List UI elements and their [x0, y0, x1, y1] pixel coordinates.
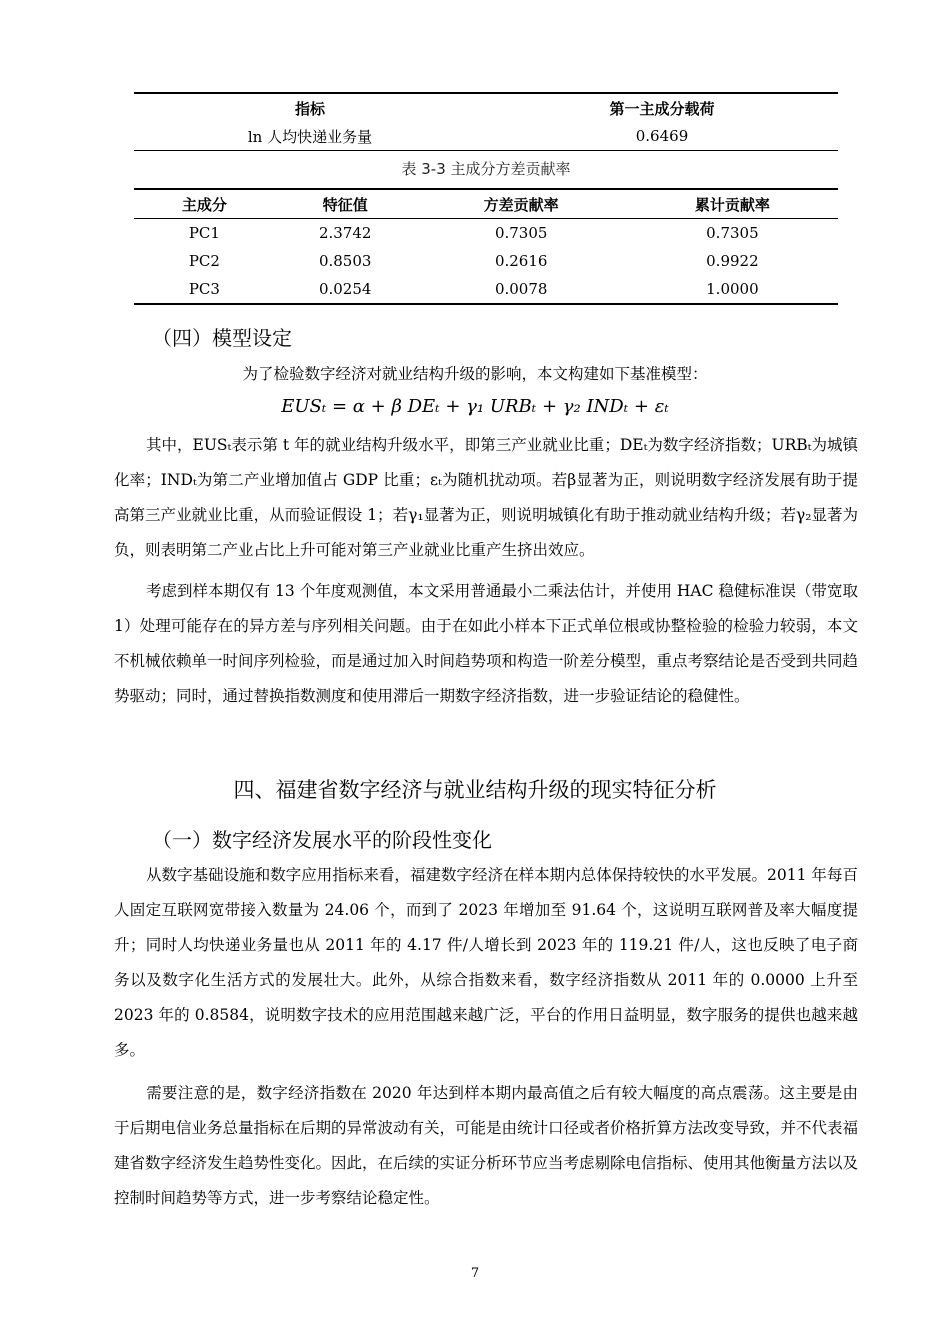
- paragraph-text: 其中，EUSₜ表示第 t 年的就业结构升级水平，即第三产业就业比重；DEₜ为数字经济指数；URBₜ为城镇化率；INDₜ为第二产业增加值占 GDP 比重；εₜ为随机扰动项。若β显著为正，则说明数字经济发展有助于提高第三产业就业比重，从而验证假设 1；若γ₁显著为正，则说明城镇化有助于推动就业结构升级；若γ₂显著为负，则表明第二产业占比上升可能对第三产业就业比重产生挤出效应。: [114, 436, 858, 559]
- table-cell: 1.0000: [706, 280, 759, 298]
- table-row: [134, 122, 838, 151]
- table-cell: PC3: [188, 280, 220, 298]
- table-cell: 0.7305: [706, 224, 759, 242]
- table-row: [134, 275, 838, 304]
- header-component: 主成分: [181, 195, 227, 214]
- table-row: [134, 219, 838, 248]
- table-cell: 0.6469: [635, 127, 689, 145]
- table-cell: ln 人均快递业务量: [247, 127, 373, 146]
- variance-table: [134, 188, 838, 305]
- paragraph-text: 考虑到样本期仅有 13 个年度观测值，本文采用普通最小二乘法估计，并使用 HAC 稳健标准误（带宽取 1）处理可能存在的异方差与序列相关问题。由于在如此小样本下正式单位根或协整检验的检验力较弱，本文不机械依赖单一时间序列检验，而是通过加入时间趋势项和构造一阶差分模型，重点考察结论是否受到共同趋势驱动；同时，通过替换指数测度和使用滞后一期数字经济指数，进一步验证结论的稳健性。: [114, 582, 859, 705]
- model-equation: EUSₜ = α + β DEₜ + γ₁ URBₜ + γ₂ INDₜ + εₜ: [281, 396, 669, 417]
- loading-header-indicator: 指标: [294, 99, 325, 118]
- table-cell: 0.8503: [318, 252, 372, 270]
- table-cell: 0.0254: [318, 280, 372, 298]
- table-cell: PC1: [188, 224, 220, 242]
- header-cumulative: 累计贡献率: [694, 195, 770, 214]
- section-heading-digital: （一）数字经济发展水平的阶段性变化: [152, 828, 492, 852]
- model-intro: 为了检验数字经济对就业结构升级的影响，本文构建如下基准模型：: [242, 365, 708, 383]
- table-cell: 2.3742: [318, 224, 372, 242]
- table-cell: 0.9922: [706, 252, 759, 270]
- model-paragraph-2: [114, 574, 858, 714]
- table-row: [134, 247, 838, 275]
- page-number: 7: [470, 1266, 480, 1281]
- paragraph-text: 从数字基础设施和数字应用指标来看，福建数字经济在样本期内总体保持较快的水平发展。2011 年每百人固定互联网宽带接入数量为 24.06 个，而到了 2023 年增加至 91.64 个，这说明互联网普及率大幅度提升；同时人均快递业务量也从 2011 年的 4.17 件/人增长到 2023 年的 119.21 件/人，这也反映了电子商务以及数字化生活方式的发展壮大。此外，从综合指数来看，数字经济指数从 2011 年的 0.0000 上升至 2023 年的 0.8584，说明数字技术的应用范围越来越广泛，平台的作用日益明显，数字服务的提供也越来越多。: [114, 866, 858, 1059]
- loading-table: [134, 92, 838, 151]
- model-paragraph-1: [114, 428, 858, 568]
- digital-paragraph-2: [114, 1076, 858, 1216]
- digital-paragraph-1: [114, 858, 858, 1068]
- table-cell: 0.0078: [494, 280, 548, 298]
- header-variance: 方差贡献率: [483, 195, 559, 214]
- table-cell: 0.7305: [494, 224, 548, 242]
- table-cell: PC2: [188, 252, 220, 270]
- table-caption: 表 3-3 主成分方差贡献率: [401, 160, 571, 178]
- section-heading-model: （四）模型设定: [152, 326, 292, 350]
- chapter-heading: 四、福建省数字经济与就业结构升级的现实特征分析: [233, 778, 717, 802]
- loading-header-value: 第一主成分载荷: [609, 99, 715, 118]
- table-cell: 0.2616: [494, 252, 548, 270]
- header-eigenvalue: 特征值: [322, 195, 368, 214]
- paragraph-text: 需要注意的是，数字经济指数在 2020 年达到样本期内最高值之后有较大幅度的高点震荡。这主要是由于后期电信业务总量指标在后期的异常波动有关，可能是由统计口径或者价格折算方法改变导致，并不代表福建省数字经济发生趋势性变化。因此，在后续的实证分析环节应当考虑剔除电信指标、使用其他衡量方法以及控制时间趋势等方式，进一步考察结论稳定性。: [114, 1084, 859, 1207]
